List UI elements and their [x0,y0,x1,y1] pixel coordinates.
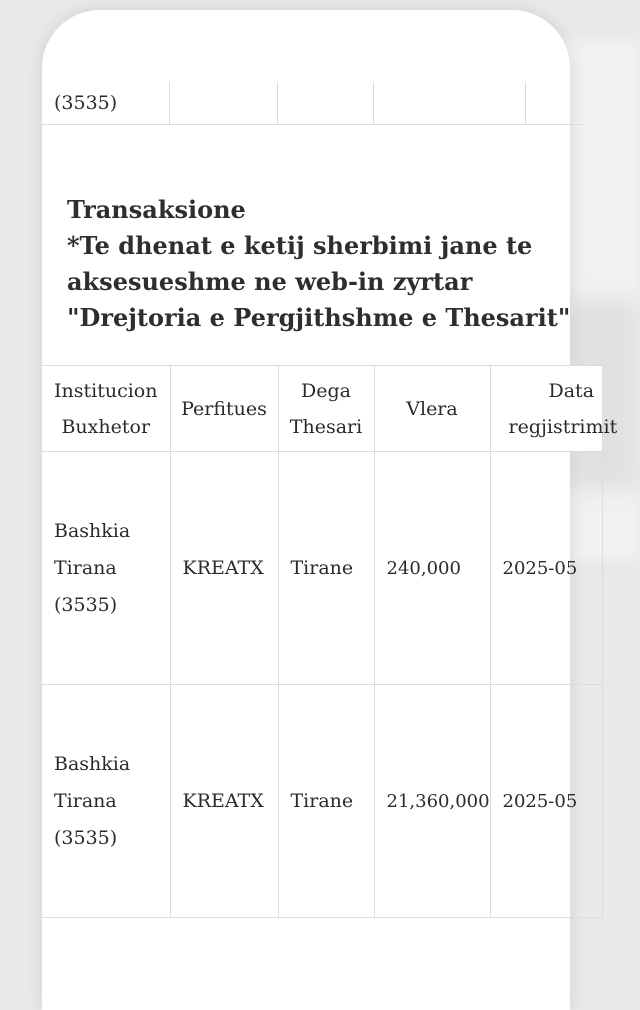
cell-text: Bashkia [54,752,131,775]
cell-data: 2025-05 [490,452,602,685]
cell-text: (3535) [54,826,118,849]
section-title-line: Transaksione [67,195,246,224]
cell-text: Bashkia [54,519,131,542]
cell-institucion [42,685,170,918]
cell-text: Tirana [54,789,117,812]
cell-dega: Tirane [278,452,374,685]
table-cell [42,82,170,124]
section-note-line: "Drejtoria e Pergjithshme e Thesarit" [67,303,571,332]
table-cell [374,82,526,124]
header-data[interactable] [490,366,618,452]
header-label: regjistrimit [508,415,618,438]
header-label: Perfitues [181,397,267,420]
header-dega[interactable] [278,366,374,452]
header-label: Institucion [54,379,158,402]
section-note-line: aksesueshme ne web-in zyrtar [67,267,473,296]
section-note-line: *Te dhenat e ketij sherbimi jane te [67,231,533,260]
table-header-row [42,366,602,452]
table-row-partial [42,82,582,125]
cell-dega: Tirane [278,685,374,918]
table-row [42,452,602,685]
transactions-table [42,365,618,918]
header-label: Buxhetor [61,415,151,438]
cell-text: Tirana [54,556,117,579]
institution-code: (3535) [54,92,118,114]
header-label: Dega [301,379,351,402]
cell-data: 2025-05 [490,685,602,918]
header-institucion[interactable] [42,366,170,452]
header-vlera[interactable] [374,366,490,452]
table-row [42,685,602,918]
cell-vlera: 240,000 [374,452,490,685]
cell-vlera: 21,360,000 [374,685,490,918]
phone-screen [42,10,618,1010]
section-title [67,192,571,336]
table-cell [278,82,374,124]
table-cell [170,82,278,124]
header-perfitues[interactable] [170,366,278,452]
cell-perfitues: KREATX [170,452,278,685]
header-label: Thesari [289,415,363,438]
cell-institucion [42,452,170,685]
header-label: Vlera [406,397,458,420]
table-cell [526,82,582,124]
cell-text: (3535) [54,593,118,616]
header-label: Data [548,379,595,402]
cell-perfitues: KREATX [170,685,278,918]
